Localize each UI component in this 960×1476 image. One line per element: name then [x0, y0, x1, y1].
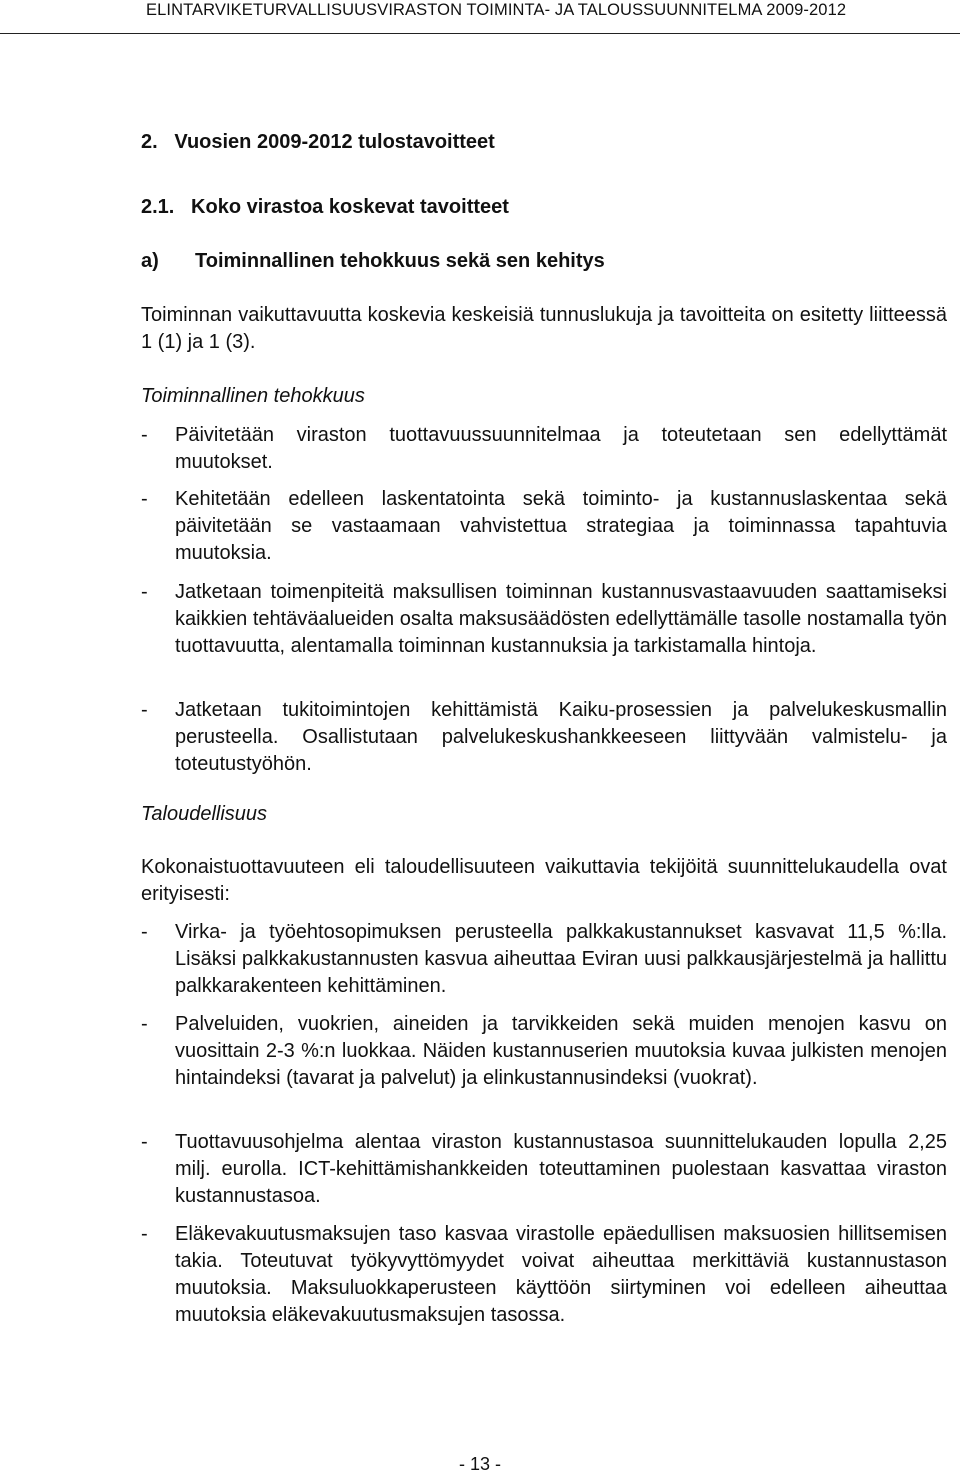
item-letter: a) [141, 250, 159, 272]
bullet-dash: - [141, 581, 148, 603]
efficiency-bullet-4 [141, 697, 947, 778]
bullet-dash: - [141, 1013, 148, 1035]
bullet-dash: - [141, 488, 148, 510]
bullet-text: Virka- ja työehtosopimuksen perusteella palkkakustannukset kasvavat 11,5 %:lla. Lisäksi palkkakustannusten kasvua aiheuttaa Eviran uusi palkkausjärjestelmä ja hallittu palkkarakenteen kehittäminen. [175, 921, 947, 997]
bullet-text: Jatketaan toimenpiteitä maksullisen toiminnan kustannusvastaavuuden saattamiseksi kaikkien tehtäväalueiden osalta maksusäädösten edellyttämälle tasolle nostamalla työn tuottavuutta, alentamalla toiminnan kustannuksia ja tarkistamalla hintoja. [175, 581, 947, 657]
bullet-text: Päivitetään viraston tuottavuussuunnitelmaa ja toteutetaan sen edellyttämät muutokset. [175, 424, 947, 473]
bullet-text: Palveluiden, vuokrien, aineiden ja tarvikkeiden sekä muiden menojen kasvu on vuosittain 2-3 %:n luokkaa. Näiden kustannuserien muutoksia kuvaa julkisten menojen hintaindeksi (tavarat ja palvelut) ja elinkustannusindeksi (vuokrat). [175, 1013, 947, 1089]
efficiency-bullet-2 [141, 486, 947, 567]
bullet-dash: - [141, 699, 148, 721]
economy-intro: Kokonaistuottavuuteen eli taloudellisuuteen vaikuttavia tekijöitä suunnittelukaudella ovat erityisesti: [141, 856, 947, 905]
bullet-dash: - [141, 424, 148, 446]
running-header-title: ELINTARVIKETURVALLISUUSVIRASTON TOIMINTA- JA TALOUSSUUNNITELMA 2009-2012 [146, 1, 847, 19]
bullet-text: Jatketaan tukitoimintojen kehittämistä Kaiku-prosessien ja palvelukeskusmallin perusteella. Osallistutaan palvelukeskushankkeeseen liittyvään valmistelu- ja toteutustyöhön. [175, 699, 947, 775]
section-heading: 2. Vuosien 2009-2012 tulostavoitteet [141, 131, 495, 153]
bullet-dash: - [141, 1131, 148, 1153]
bullet-text: Tuottavuusohjelma alentaa viraston kustannustasoa suunnittelukauden lopulla 2,25 milj. eurolla. ICT-kehittämishankkeiden toteuttaminen puolestaan kasvattaa viraston kustannustasoa. [175, 1131, 947, 1207]
bullet-text: Eläkevakuutusmaksujen taso kasvaa virastolle epäedullisen maksuosien hillitsemisen takia. Toteutuvat työkyvyttömyydet voivat aiheuttaa merkittäviä kustannustason muutoksia. Maksuluokkaperusteen käyttöön siirtyminen voi edelleen aiheuttaa muutoksia eläkevakuutusmaksujen tasossa. [175, 1223, 947, 1326]
bullet-text: Kehitetään edelleen laskentatointa sekä toiminto- ja kustannuslaskentaa sekä päivitetään se vastaamaan vahvistettua strategiaa ja toiminnassa tapahtuvia muutoksia. [175, 488, 947, 564]
economy-bullet-3 [141, 1129, 947, 1210]
efficiency-bullet-1 [141, 422, 947, 476]
item-heading [141, 250, 605, 273]
item-title: Toiminnallinen tehokkuus sekä sen kehitys [195, 250, 605, 272]
efficiency-subheading: Toiminnallinen tehokkuus [141, 385, 365, 407]
economy-bullet-4 [141, 1221, 947, 1329]
economy-subheading: Taloudellisuus [141, 803, 268, 825]
intro-paragraph: Toiminnan vaikuttavuutta koskevia keskeisiä tunnuslukuja ja tavoitteita on esitetty liitteessä 1 (1) ja 1 (3). [141, 304, 947, 353]
bullet-dash: - [141, 1223, 148, 1245]
running-header [0, 0, 960, 34]
economy-bullet-2 [141, 1011, 947, 1092]
efficiency-bullet-3 [141, 579, 947, 660]
economy-bullet-1 [141, 919, 947, 1000]
subsection-heading: 2.1. Koko virastoa koskevat tavoitteet [141, 196, 509, 218]
page-number: - 13 - [458, 1454, 501, 1474]
bullet-dash: - [141, 921, 148, 943]
